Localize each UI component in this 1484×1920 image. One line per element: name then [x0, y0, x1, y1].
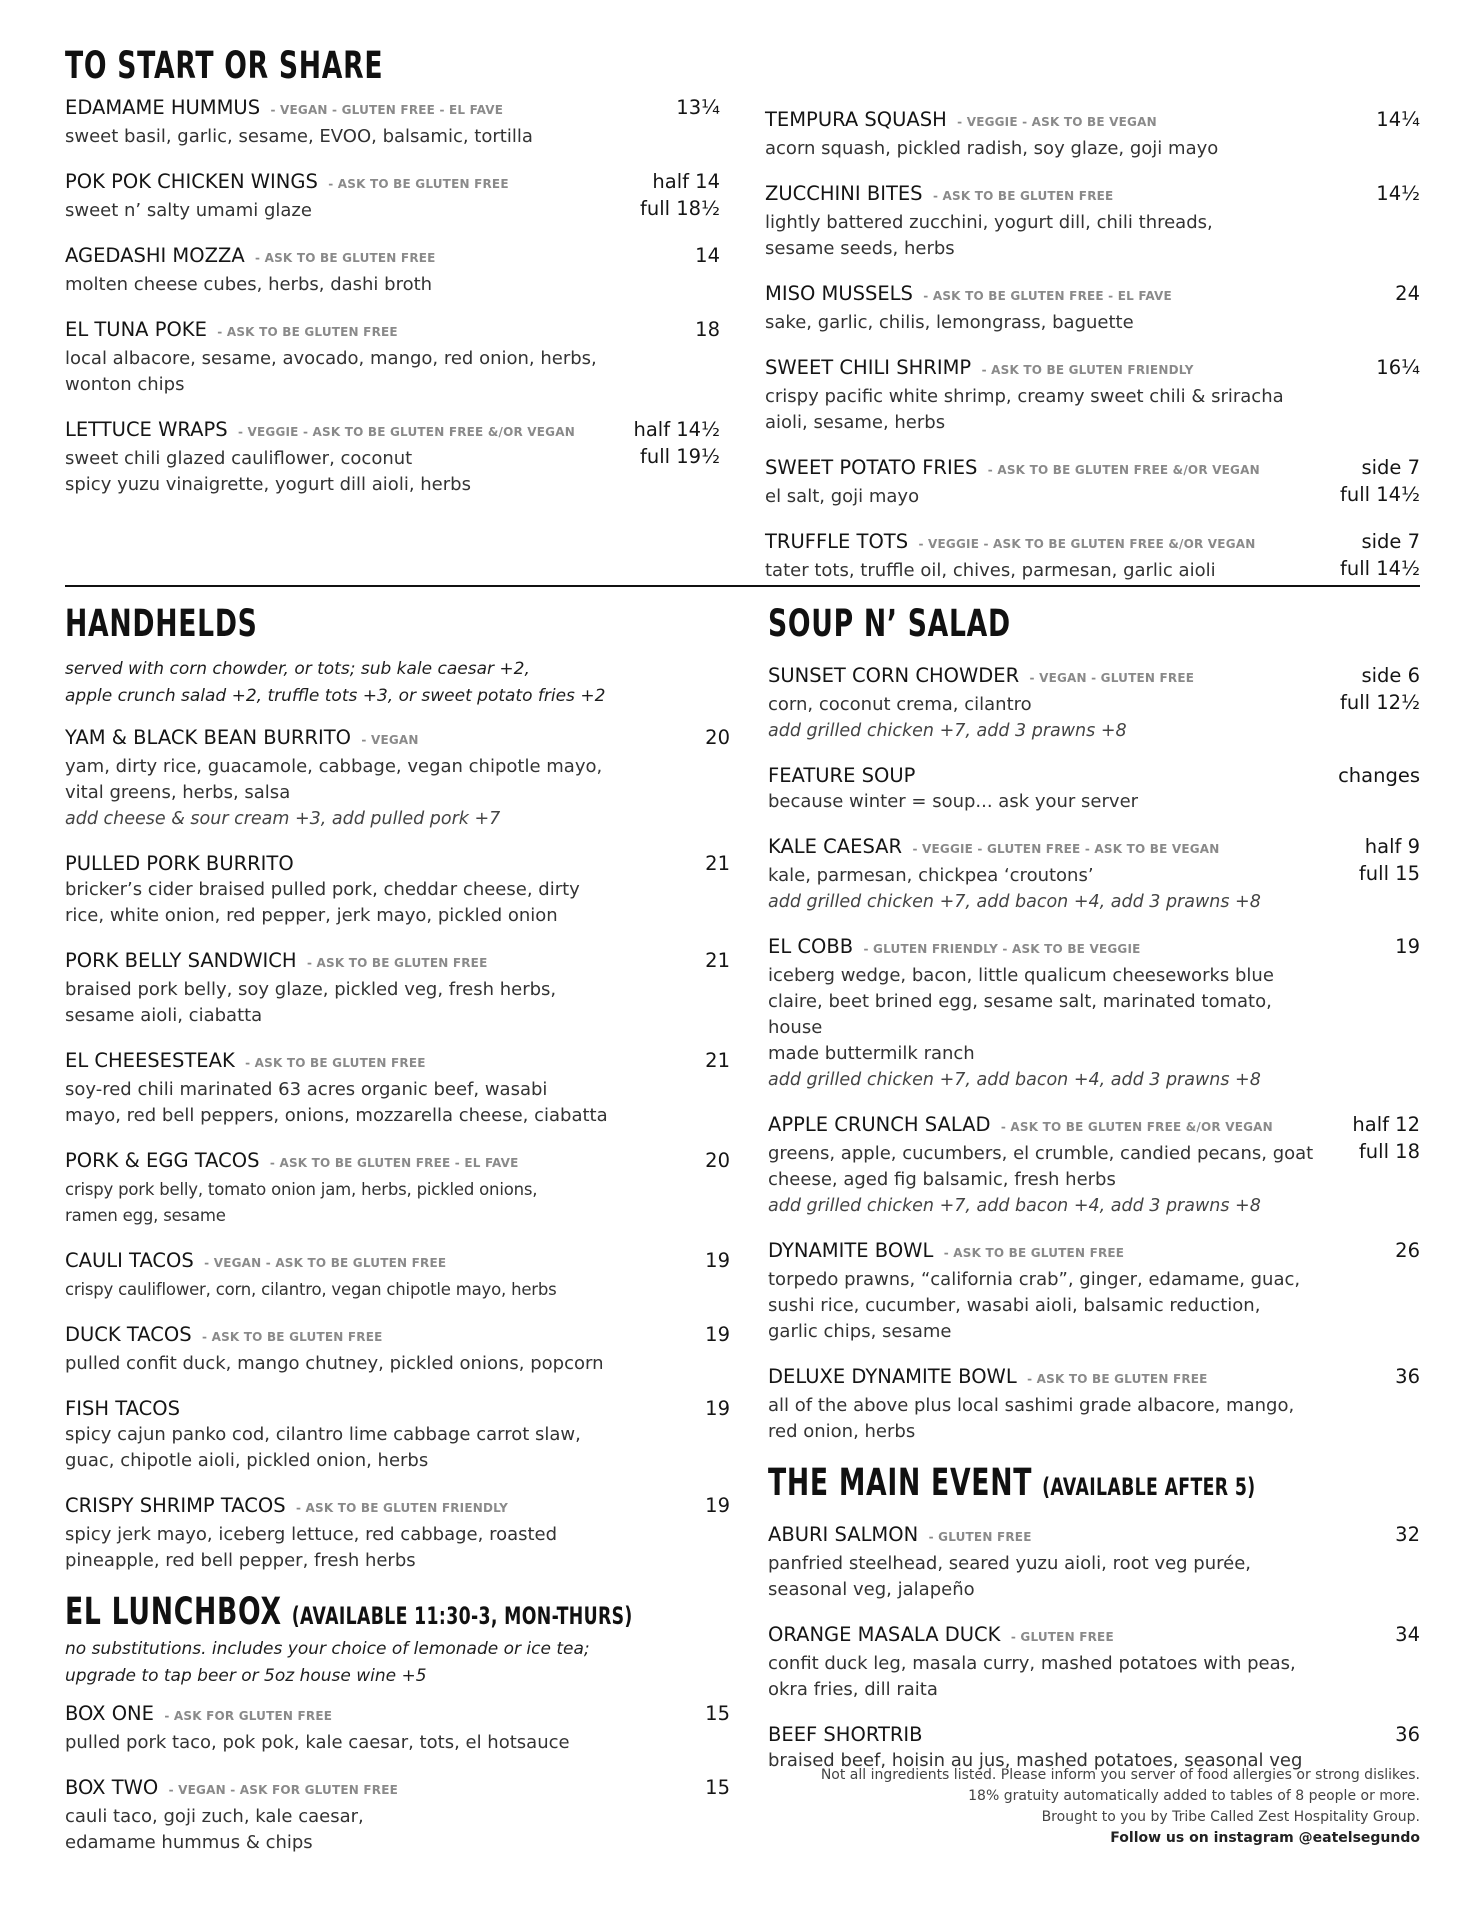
menu-item	[765, 106, 1420, 162]
menu-item	[65, 850, 730, 929]
item-name: SUNSET CORN CHOWDER	[768, 664, 1020, 687]
handhelds-subtitle-line: served with corn chowder, or tots; sub kale caesar +2,	[65, 659, 530, 679]
item-header	[65, 724, 730, 754]
start-right-column	[765, 106, 1420, 602]
menu-item	[765, 454, 1420, 510]
item-price	[1340, 662, 1420, 716]
item-price	[1338, 762, 1420, 789]
item-price	[1395, 933, 1420, 960]
menu-item	[768, 933, 1420, 1093]
item-header	[65, 947, 730, 977]
lunchbox-subtitle-line: upgrade to tap beer or 5oz house wine +5	[65, 1666, 427, 1686]
menu-item	[65, 1395, 730, 1474]
item-dietary-tags: - ASK TO BE GLUTEN FREE	[212, 325, 398, 339]
item-price	[705, 1047, 730, 1074]
item-description: all of the above plus local sashimi grade albacore, mango,	[768, 1395, 1295, 1416]
item-description: cauli taco, goji zuch, kale caesar,	[65, 1806, 364, 1827]
item-name: DUCK TACOS	[65, 1323, 192, 1346]
item-description: bricker’s cider braised pulled pork, cheddar cheese, dirty	[65, 879, 580, 900]
item-name: APPLE CRUNCH SALAD	[768, 1113, 991, 1136]
section-divider	[65, 585, 1420, 587]
item-dietary-tags: - VEGGIE - GLUTEN FREE - ASK TO BE VEGAN	[908, 842, 1220, 856]
price-line: half 14	[652, 170, 720, 193]
item-name: DELUXE DYNAMITE BOWL	[768, 1365, 1017, 1388]
lunchbox-note: (AVAILABLE 11:30-3, MON-THURS)	[291, 1602, 633, 1630]
item-description: edamame hummus & chips	[65, 1832, 313, 1853]
item-price	[705, 724, 730, 751]
item-description: iceberg wedge, bacon, little qualicum cheeseworks blue	[768, 965, 1274, 986]
price-line: 19	[705, 1494, 730, 1517]
menu-item	[765, 354, 1420, 436]
footer-line: Not all ingredients listed. Please inform you server of food allergies or strong dislikes.	[820, 1767, 1420, 1783]
item-dietary-tags: - VEGAN - ASK FOR GLUTEN FREE	[164, 1783, 399, 1797]
handhelds-subtitle-line: apple crunch salad +2, truffle tots +3, or sweet potato fries +2	[65, 686, 606, 706]
item-dietary-tags: - VEGAN	[357, 733, 419, 747]
menu-item	[65, 724, 730, 832]
item-dietary-tags: - ASK TO BE GLUTEN FREE - EL FAVE	[918, 289, 1172, 303]
item-header	[65, 1321, 730, 1351]
menu-item	[768, 833, 1420, 915]
menu-item	[765, 180, 1420, 262]
menu-item	[65, 168, 720, 224]
price-line: 19	[705, 1249, 730, 1272]
item-price	[705, 1147, 730, 1174]
menu-item	[65, 316, 720, 398]
item-name: TEMPURA SQUASH	[765, 108, 947, 131]
item-header	[768, 1721, 1420, 1748]
price-line: 15	[705, 1776, 730, 1799]
item-description: soy-red chili marinated 63 acres organic beef, wasabi	[65, 1079, 548, 1100]
item-header	[768, 1363, 1420, 1393]
price-line: 26	[1395, 1239, 1420, 1262]
menu-item	[65, 1147, 730, 1229]
item-header	[768, 833, 1420, 863]
item-name: ORANGE MASALA DUCK	[768, 1623, 1001, 1646]
item-description: ramen egg, sesame	[65, 1206, 226, 1225]
item-header	[768, 662, 1420, 692]
soup-main-column	[768, 604, 1420, 1792]
item-description: aioli, sesame, herbs	[765, 412, 946, 433]
menu-item	[65, 1321, 730, 1377]
item-dietary-tags: - ASK TO BE GLUTEN FREE	[1022, 1372, 1208, 1386]
item-price	[1376, 180, 1420, 207]
menu-item	[765, 528, 1420, 584]
price-line: 21	[705, 1049, 730, 1072]
price-line: 14½	[1376, 182, 1420, 205]
item-dietary-tags: - VEGAN - GLUTEN FREE	[1025, 671, 1195, 685]
price-line: 34	[1395, 1623, 1420, 1646]
item-description: lightly battered zucchini, yogurt dill, chili threads,	[765, 212, 1213, 233]
item-name: ZUCCHINI BITES	[765, 182, 923, 205]
item-dietary-tags: - GLUTEN FRIENDLY - ASK TO BE VEGGIE	[859, 942, 1141, 956]
item-header	[765, 454, 1420, 484]
item-dietary-tags: - ASK TO BE GLUTEN FREE &/OR VEGAN	[996, 1120, 1273, 1134]
item-price	[705, 1321, 730, 1348]
item-name: BOX ONE	[65, 1702, 154, 1725]
item-name: PORK BELLY SANDWICH	[65, 949, 297, 972]
item-dietary-tags: - ASK TO BE GLUTEN FREE	[197, 1330, 383, 1344]
item-name: MISO MUSSELS	[765, 282, 913, 305]
item-description: yam, dirty rice, guacamole, cabbage, vegan chipotle mayo,	[65, 756, 603, 777]
lunchbox-subtitle-line: no substitutions. includes your choice of lemonade or ice tea;	[65, 1639, 590, 1659]
item-dietary-tags: - ASK TO BE GLUTEN FREE - EL FAVE	[265, 1156, 519, 1170]
item-name: KALE CAESAR	[768, 835, 903, 858]
item-description: kale, parmesan, chickpea ‘croutons’	[768, 865, 1094, 886]
menu-item	[65, 1700, 730, 1756]
item-price	[1395, 1621, 1420, 1648]
item-addons: add grilled chicken +7, add bacon +4, add 3 prawns +8	[768, 1196, 1261, 1216]
item-dietary-tags: - ASK TO BE GLUTEN FREE	[939, 1246, 1125, 1260]
main-event-section	[768, 1463, 1420, 1774]
handhelds-column	[65, 604, 730, 1874]
menu-item	[768, 1521, 1420, 1603]
price-line: 15	[705, 1702, 730, 1725]
item-header	[65, 1247, 730, 1277]
item-addons: add grilled chicken +7, add bacon +4, add 3 prawns +8	[768, 1070, 1261, 1090]
item-header	[768, 933, 1420, 963]
price-line: 19	[705, 1397, 730, 1420]
item-header	[765, 280, 1420, 310]
item-name: CAULI TACOS	[65, 1249, 194, 1272]
item-price	[1352, 1111, 1420, 1165]
item-description: confit duck leg, masala curry, mashed potatoes with peas,	[768, 1653, 1296, 1674]
item-price	[1395, 1721, 1420, 1748]
item-header	[65, 1700, 730, 1730]
price-line: full 12½	[1340, 691, 1420, 714]
section-title-start: TO START OR SHARE	[65, 44, 384, 87]
item-price	[1395, 1521, 1420, 1548]
menu-item	[768, 662, 1420, 744]
item-price	[1376, 106, 1420, 133]
soup-list	[768, 662, 1420, 1445]
price-line: 19	[1395, 935, 1420, 958]
main-list	[768, 1521, 1420, 1774]
menu-item	[65, 1047, 730, 1129]
item-header	[765, 528, 1420, 558]
handhelds-list	[65, 724, 730, 1574]
price-line: 14	[695, 244, 720, 267]
item-header	[65, 168, 720, 198]
item-name: EL CHEESESTEAK	[65, 1049, 235, 1072]
item-name: CRISPY SHRIMP TACOS	[65, 1494, 286, 1517]
item-description: sesame aioli, ciabatta	[65, 1005, 263, 1026]
price-line: side 7	[1361, 456, 1420, 479]
item-name: TRUFFLE TOTS	[765, 530, 909, 553]
price-line: side 6	[1361, 664, 1420, 687]
price-line: 36	[1395, 1723, 1420, 1746]
footer-line: Brought to you by Tribe Called Zest Hospitality Group.	[1041, 1809, 1420, 1825]
menu-item	[65, 1492, 730, 1574]
item-description: molten cheese cubes, herbs, dashi broth	[65, 274, 433, 295]
price-line: full 19½	[640, 445, 720, 468]
price-line: 13¼	[676, 96, 720, 119]
item-addons: add grilled chicken +7, add bacon +4, add 3 prawns +8	[768, 892, 1261, 912]
item-dietary-tags: - ASK TO BE GLUTEN FREE &/OR VEGAN	[983, 463, 1260, 477]
item-dietary-tags: - GLUTEN FREE	[924, 1530, 1032, 1544]
item-description: local albacore, sesame, avocado, mango, red onion, herbs,	[65, 348, 597, 369]
item-description: torpedo prawns, “california crab”, ginger, edamame, guac,	[768, 1269, 1301, 1290]
item-description: crispy cauliflower, corn, cilantro, vegan chipotle mayo, herbs	[65, 1280, 557, 1299]
item-description: crispy pork belly, tomato onion jam, herbs, pickled onions,	[65, 1180, 538, 1199]
start-left-column	[65, 46, 720, 516]
menu-item	[65, 242, 720, 298]
item-header	[765, 180, 1420, 210]
menu-item	[65, 94, 720, 150]
item-name: EDAMAME HUMMUS	[65, 96, 261, 119]
item-name: DYNAMITE BOWL	[768, 1239, 934, 1262]
item-description: red onion, herbs	[768, 1421, 916, 1442]
item-header	[768, 1521, 1420, 1551]
item-description: acorn squash, pickled radish, soy glaze, goji mayo	[765, 138, 1219, 159]
item-name: BOX TWO	[65, 1776, 159, 1799]
item-header	[768, 1111, 1420, 1141]
item-description: seasonal veg, jalapeño	[768, 1579, 975, 1600]
item-description: braised beef, hoisin au jus, mashed potatoes, seasonal veg	[768, 1750, 1303, 1771]
item-name: FISH TACOS	[65, 1397, 180, 1420]
section-title-soup: SOUP N’ SALAD	[768, 602, 1011, 645]
main-note: (AVAILABLE AFTER 5)	[1042, 1473, 1256, 1501]
section-title-main	[768, 1461, 1256, 1507]
item-price	[705, 850, 730, 877]
item-description: pulled confit duck, mango chutney, pickled onions, popcorn	[65, 1353, 604, 1374]
item-addons: add grilled chicken +7, add 3 prawns +8	[768, 721, 1127, 741]
price-line: full 14½	[1340, 557, 1420, 580]
menu-item	[768, 1111, 1420, 1219]
item-dietary-tags: - ASK TO BE GLUTEN FRIENDLY	[977, 363, 1194, 377]
item-header	[765, 106, 1420, 136]
item-dietary-tags: - VEGGIE - ASK TO BE GLUTEN FREE &/OR VEGAN	[914, 537, 1256, 551]
item-price	[676, 94, 720, 121]
lunchbox-list	[65, 1700, 730, 1856]
price-line: 18	[695, 318, 720, 341]
item-dietary-tags: - VEGGIE - ASK TO BE VEGAN	[952, 115, 1157, 129]
lunchbox-section	[65, 1592, 730, 1856]
item-header	[65, 416, 720, 446]
item-name: PULLED PORK BURRITO	[65, 852, 294, 875]
item-header	[768, 762, 1420, 789]
item-description: sweet basil, garlic, sesame, EVOO, balsamic, tortilla	[65, 126, 533, 147]
item-description: guac, chipotle aioli, pickled onion, herbs	[65, 1450, 429, 1471]
item-dietary-tags: - VEGGIE - ASK TO BE GLUTEN FREE &/OR VEGAN	[233, 425, 575, 439]
item-price	[705, 1774, 730, 1801]
menu-item	[768, 762, 1420, 815]
item-description: panfried steelhead, seared yuzu aioli, root veg purée,	[768, 1553, 1252, 1574]
price-line: full 18½	[640, 197, 720, 220]
price-line: 19	[705, 1323, 730, 1346]
item-description: cheese, aged fig balsamic, fresh herbs	[768, 1169, 1116, 1190]
item-price	[1395, 1363, 1420, 1390]
menu-item	[765, 280, 1420, 336]
menu-item	[768, 1621, 1420, 1703]
price-line: 24	[1395, 282, 1420, 305]
item-dietary-tags: - ASK TO BE GLUTEN FREE	[323, 177, 509, 191]
item-header	[765, 354, 1420, 384]
item-name: AGEDASHI MOZZA	[65, 244, 245, 267]
item-price	[695, 316, 720, 343]
price-line: 21	[705, 852, 730, 875]
item-name: YAM & BLACK BEAN BURRITO	[65, 726, 352, 749]
item-description: pineapple, red bell pepper, fresh herbs	[65, 1550, 416, 1571]
item-description: crispy pacific white shrimp, creamy sweet chili & sriracha	[765, 386, 1284, 407]
item-dietary-tags: - ASK TO BE GLUTEN FREE	[250, 251, 436, 265]
item-dietary-tags: - ASK TO BE GLUTEN FREE	[302, 956, 488, 970]
item-header	[768, 1621, 1420, 1651]
item-header	[65, 94, 720, 124]
item-name: SWEET POTATO FRIES	[765, 456, 978, 479]
price-line: full 14½	[1340, 483, 1420, 506]
item-dietary-tags: - GLUTEN FREE	[1006, 1630, 1114, 1644]
item-description: greens, apple, cucumbers, el crumble, candied pecans, goat	[768, 1143, 1314, 1164]
price-line: side 7	[1361, 530, 1420, 553]
start-right-list	[765, 106, 1420, 584]
handhelds-subtitle	[65, 656, 730, 710]
item-dietary-tags: - ASK TO BE GLUTEN FREE	[240, 1056, 426, 1070]
menu-item	[65, 1774, 730, 1856]
item-dietary-tags: - VEGAN - ASK TO BE GLUTEN FREE	[199, 1256, 447, 1270]
item-description: el salt, goji mayo	[765, 486, 920, 507]
item-name: BEEF SHORTRIB	[768, 1723, 923, 1746]
item-description: sushi rice, cucumber, wasabi aioli, balsamic reduction,	[768, 1295, 1261, 1316]
item-price	[1359, 833, 1420, 887]
menu-item	[65, 1247, 730, 1303]
item-header	[65, 850, 730, 877]
section-title-handhelds: HANDHELDS	[65, 602, 258, 645]
item-price	[705, 1247, 730, 1274]
lunchbox-subtitle	[65, 1636, 730, 1690]
item-header	[65, 316, 720, 346]
item-description: sake, garlic, chilis, lemongrass, baguette	[765, 312, 1134, 333]
item-price	[1340, 528, 1420, 582]
price-line: 32	[1395, 1523, 1420, 1546]
item-name: SWEET CHILI SHRIMP	[765, 356, 972, 379]
item-description: okra fries, dill raita	[768, 1679, 938, 1700]
item-price	[695, 242, 720, 269]
item-price	[705, 1700, 730, 1727]
item-description: vital greens, herbs, salsa	[65, 782, 291, 803]
item-description: spicy yuzu vinaigrette, yogurt dill aioli, herbs	[65, 474, 471, 495]
menu-item	[768, 1237, 1420, 1345]
item-price	[633, 416, 720, 470]
item-description: sweet chili glazed cauliflower, coconut	[65, 448, 413, 469]
item-description: sweet n’ salty umami glaze	[65, 200, 312, 221]
item-header	[65, 1147, 730, 1177]
item-description: because winter = soup... ask your server	[768, 791, 1139, 812]
footer-instagram: Follow us on instagram @eatelsegundo	[1110, 1830, 1420, 1846]
item-description: claire, beet brined egg, sesame salt, marinated tomato, house	[768, 991, 1272, 1038]
item-price	[1376, 354, 1420, 381]
item-header	[65, 242, 720, 272]
item-name: EL TUNA POKE	[65, 318, 207, 341]
item-addons: add cheese & sour cream +3, add pulled pork +7	[65, 809, 501, 829]
footer	[821, 1765, 1420, 1849]
price-line: half 9	[1364, 835, 1420, 858]
item-description: rice, white onion, red pepper, jerk mayo, pickled onion	[65, 905, 558, 926]
price-line: 14¼	[1376, 108, 1420, 131]
item-name: ABURI SALMON	[768, 1523, 919, 1546]
item-price	[705, 1395, 730, 1422]
item-price	[705, 947, 730, 974]
item-dietary-tags: - VEGAN - GLUTEN FREE - EL FAVE	[266, 103, 504, 117]
item-header	[768, 1237, 1420, 1267]
price-line: 20	[705, 1149, 730, 1172]
menu-item	[65, 416, 720, 498]
item-description: mayo, red bell peppers, onions, mozzarella cheese, ciabatta	[65, 1105, 608, 1126]
main-title: THE MAIN EVENT	[768, 1461, 1033, 1504]
price-line: 20	[705, 726, 730, 749]
item-description: pulled pork taco, pok pok, kale caesar, tots, el hotsauce	[65, 1732, 570, 1753]
item-price	[1340, 454, 1420, 508]
item-name: EL COBB	[768, 935, 854, 958]
item-price	[705, 1492, 730, 1519]
price-line: full 18	[1358, 1140, 1420, 1163]
menu-item	[768, 1363, 1420, 1445]
menu-item	[65, 947, 730, 1029]
item-name: LETTUCE WRAPS	[65, 418, 228, 441]
section-title-lunchbox	[65, 1590, 633, 1636]
lunchbox-title: EL LUNCHBOX	[65, 1590, 282, 1633]
item-dietary-tags: - ASK TO BE GLUTEN FREE	[928, 189, 1114, 203]
item-description: spicy jerk mayo, iceberg lettuce, red cabbage, roasted	[65, 1524, 558, 1545]
price-line: 21	[705, 949, 730, 972]
item-price	[640, 168, 720, 222]
item-header	[65, 1047, 730, 1077]
item-description: corn, coconut crema, cilantro	[768, 694, 1032, 715]
item-price	[1395, 280, 1420, 307]
item-dietary-tags: - ASK TO BE GLUTEN FRIENDLY	[291, 1501, 509, 1515]
item-description: garlic chips, sesame	[768, 1321, 952, 1342]
item-name: POK POK CHICKEN WINGS	[65, 170, 318, 193]
price-line: half 14½	[633, 418, 720, 441]
price-line: 16¼	[1376, 356, 1420, 379]
start-left-list	[65, 94, 720, 498]
item-header	[65, 1774, 730, 1804]
price-line: full 15	[1358, 862, 1420, 885]
item-header	[65, 1492, 730, 1522]
item-description: tater tots, truffle oil, chives, parmesan, garlic aioli	[765, 560, 1216, 581]
price-line: half 12	[1352, 1113, 1420, 1136]
item-description: sesame seeds, herbs	[765, 238, 955, 259]
item-description: wonton chips	[65, 374, 185, 395]
item-dietary-tags: - ASK FOR GLUTEN FREE	[159, 1709, 333, 1723]
price-line: changes	[1338, 764, 1420, 787]
item-header	[65, 1395, 730, 1422]
footer-line: 18% gratuity automatically added to tables of 8 people or more.	[968, 1788, 1420, 1804]
price-line: 36	[1395, 1365, 1420, 1388]
item-price	[1395, 1237, 1420, 1264]
item-description: made buttermilk ranch	[768, 1043, 975, 1064]
item-name: FEATURE SOUP	[768, 764, 916, 787]
item-name: PORK & EGG TACOS	[65, 1149, 260, 1172]
item-description: braised pork belly, soy glaze, pickled veg, fresh herbs,	[65, 979, 557, 1000]
item-description: spicy cajun panko cod, cilantro lime cabbage carrot slaw,	[65, 1424, 581, 1445]
